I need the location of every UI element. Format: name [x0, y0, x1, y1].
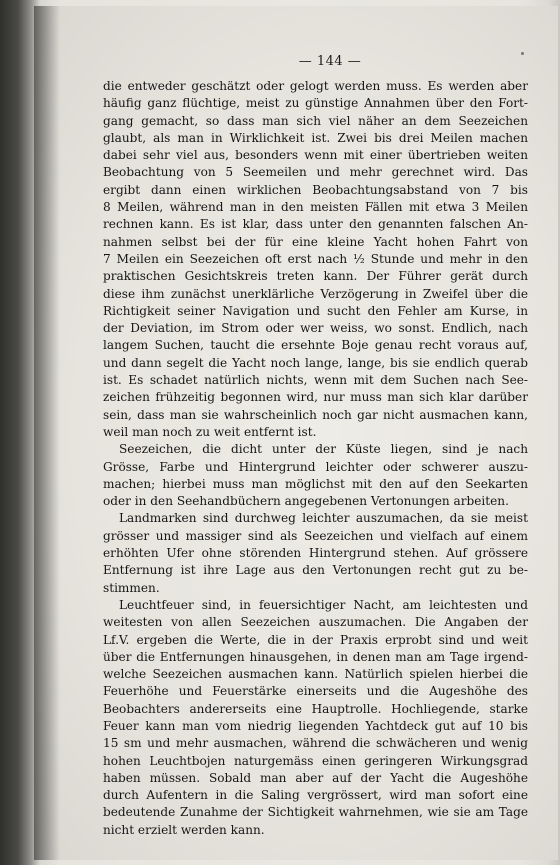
text-line: machen; hierbei muss man möglichst mit den auf den Seekarten: [103, 476, 528, 491]
text-line: hohen Leuchtbojen naturgemäss einen geringeren Wirkungsgrad: [103, 753, 528, 768]
text-line: 15 sm und mehr ausmachen, während die schwächeren und wenig: [103, 736, 528, 751]
text-line: zeichen frühzeitig begonnen wird, nur muss man sich klar darüber: [103, 390, 528, 405]
text-line: glaubt, als man in Wirklichkeit ist. Zwei bis drei Meilen machen: [103, 130, 528, 145]
text-line: und dann segelt die Yacht noch lange, lange, bis sie endlich querab: [103, 355, 528, 370]
page-number: — 144 —: [298, 54, 362, 69]
body-text: [103, 78, 528, 839]
text-line: praktischen Gesichtskreis treten kann. Der Führer gerät durch: [103, 269, 528, 284]
text-line: stimmen.: [103, 580, 160, 595]
text-line: weitesten von allen Seezeichen auszumachen. Die Angaben der: [103, 615, 528, 630]
text-line: Beobachters andererseits eine Hauptrolle. Hochliegende, starke: [103, 701, 528, 716]
binding-shadow: [34, 6, 60, 860]
text-line: dabei sehr viel aus, besonders wenn mit einer übertrieben weiten: [103, 148, 528, 163]
text-line: Richtigkeit seiner Navigation und sucht den Fehler am Kurse, in: [103, 303, 528, 318]
text-line: ergibt dann einen wirklichen Beobachtungsabstand von 7 bis: [103, 182, 528, 197]
text-line: erhöhten Ufer ohne störenden Hintergrund stehen. Auf grössere: [103, 546, 528, 561]
text-line: 8 Meilen, während man in den meisten Fällen mit etwa 3 Meilen: [103, 200, 528, 215]
text-line: bedeutende Zunahme der Sichtigkeit wahrnehmen, wie sie am Tage: [103, 805, 528, 820]
text-line: langem Suchen, taucht die ersehnte Boje genau recht voraus auf,: [103, 338, 528, 353]
text-line: häufig ganz flüchtige, meist zu günstige Annahmen über den Fort-: [103, 96, 528, 111]
text-line: Grösse, Farbe und Hintergrund leichter oder schwerer auszu-: [103, 459, 528, 474]
text-line: oder in den Seehandbüchern angegebenen Vertonungen arbeiten.: [103, 494, 509, 509]
text-line: rechnen kann. Es ist klar, dass unter den genannten falschen An-: [103, 217, 528, 232]
text-line: Feuer kann man vom niedrig liegenden Yachtdeck gut auf 10 bis: [103, 718, 528, 733]
text-line: Beobachtung von 5 Seemeilen und mehr gerechnet wird. Das: [103, 165, 528, 180]
text-line: haben müssen. Sobald man aber auf der Yacht die Augeshöhe: [103, 770, 528, 785]
text-line: diese ihm zunächst unerklärliche Verzögerung in Zweifel über die: [103, 286, 528, 301]
page-header: [34, 54, 558, 69]
text-line: 7 Meilen ein Seezeichen oft erst nach ½ Stunde und mehr in den: [103, 251, 528, 266]
text-line: Feuerhöhe und Feuerstärke einerseits und die Augeshöhe des: [103, 684, 528, 699]
text-line: ist. Es schadet natürlich nichts, wenn mit dem Suchen nach See-: [103, 373, 528, 388]
text-line: Seezeichen, die dicht unter der Küste liegen, sind je nach: [119, 442, 528, 457]
text-line: weil man noch zu weit entfernt ist.: [103, 424, 317, 439]
text-line: über die Entfernungen hinausgehen, in denen man am Tage irgend-: [103, 649, 528, 664]
text-line: der Deviation, im Strom oder wer weiss, wo sonst. Endlich, nach: [103, 321, 528, 336]
text-line: durch Aufentern in die Saling vergrössert, wird man sofort eine: [103, 788, 528, 803]
text-line: Landmarken sind durchweg leichter auszumachen, da sie meist: [119, 511, 528, 526]
text-line: die entweder geschätzt oder gelogt werden muss. Es werden aber: [103, 79, 528, 93]
text-line: grösser und massiger sind als Seezeichen und vielfach auf einem: [103, 528, 528, 543]
text-line: Entfernung ist ihre Lage aus den Vertonungen recht gut zu be-: [103, 563, 528, 578]
text-line: sein, dass man sie wahrscheinlich noch gar nicht ausmachen kann,: [103, 407, 528, 422]
text-line: Leuchtfeuer sind, in feuersichtiger Nacht, am leichtesten und: [119, 597, 528, 612]
text-line: gang gemacht, so dass man sich viel näher an dem Seezeichen: [103, 113, 528, 128]
text-line: nicht erzielt werden kann.: [103, 822, 265, 837]
text-line: welche Seezeichen ausmachen kann. Natürlich spielen hierbei die: [103, 667, 528, 682]
text-line: nahmen selbst bei der für eine kleine Yacht hohen Fahrt von: [103, 234, 528, 249]
text-line: Lf.V. ergeben die Werte, die in der Praxis erprobt sind und weit: [103, 632, 528, 647]
